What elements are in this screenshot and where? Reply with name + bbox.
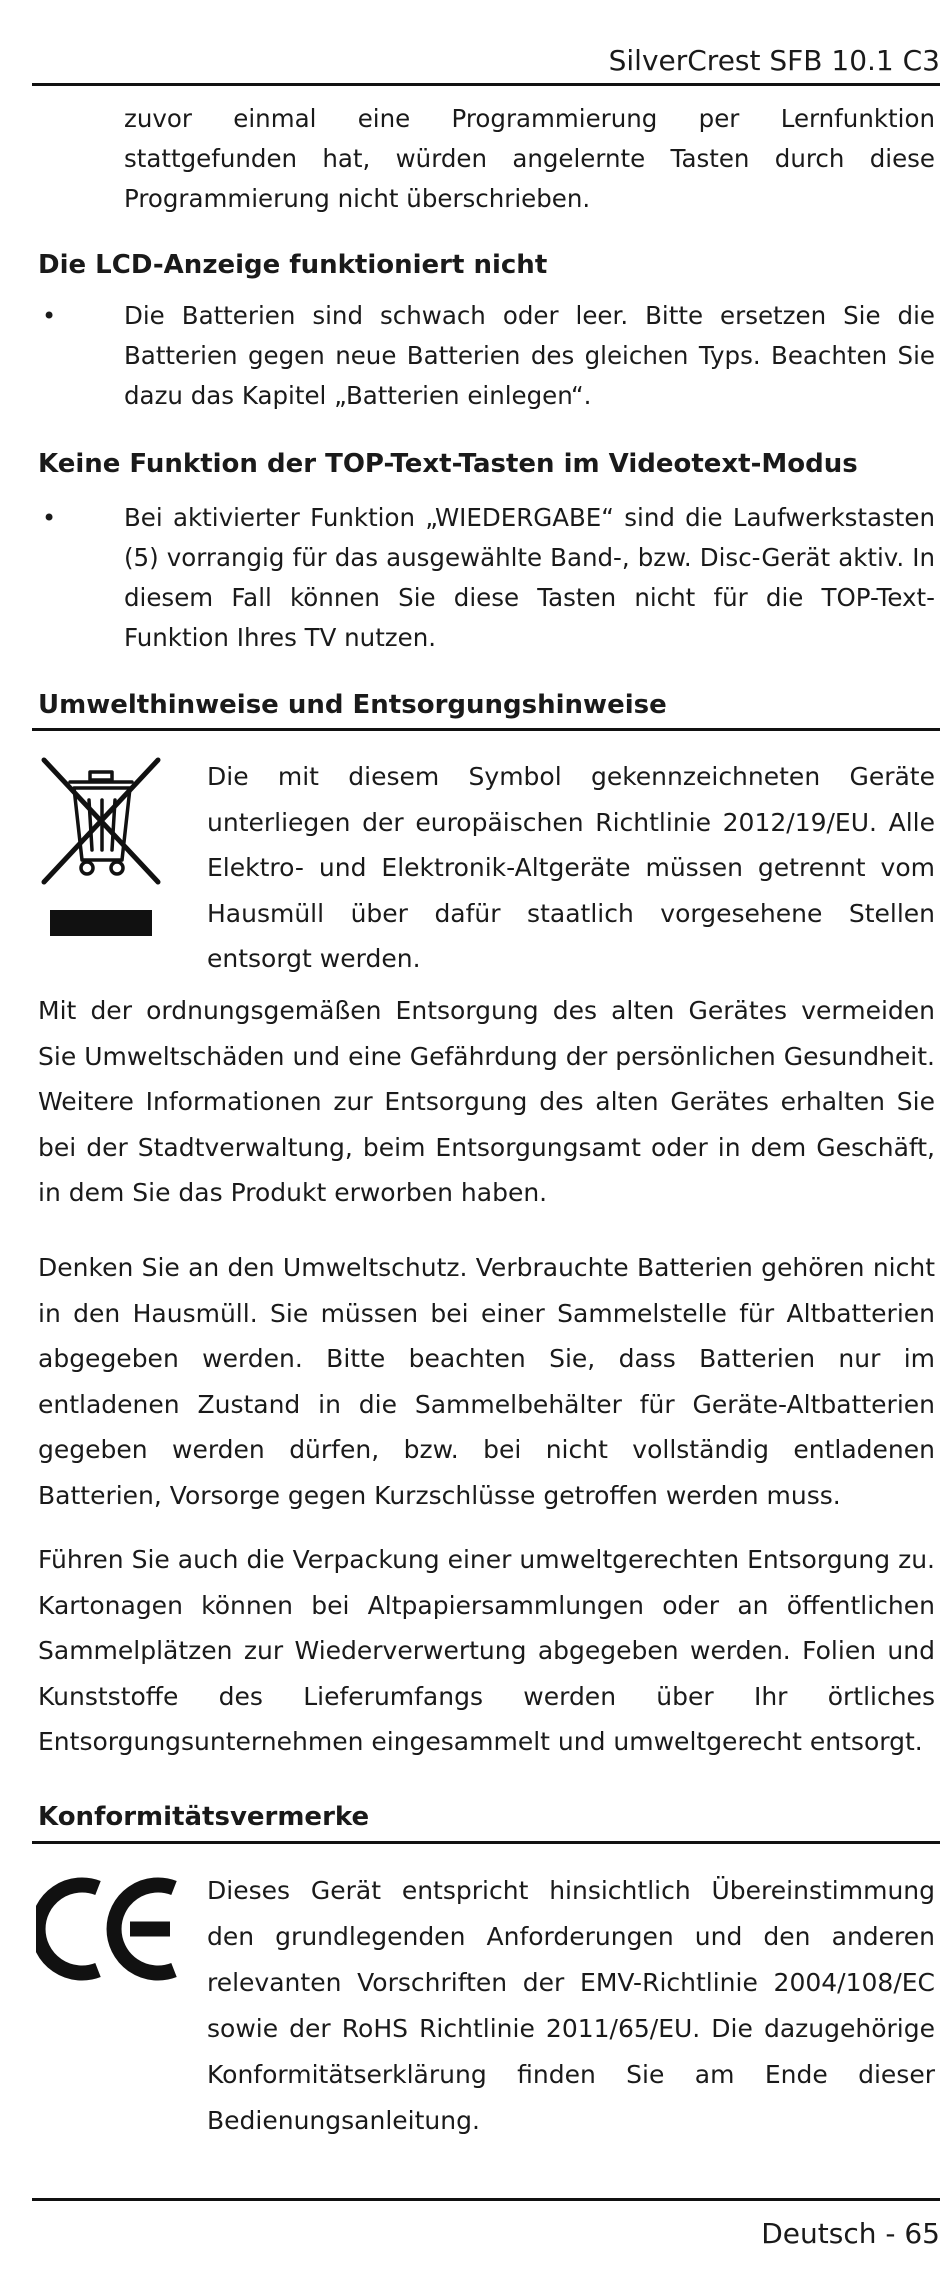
environment-paragraph-2: Denken Sie an den Umweltschutz. Verbrauchte Batterien gehören nicht in den Hausmüll. Sie müssen bei einer Sammelstelle für Altbatterien abgegeben werden. Bitte beachten Sie, dass Batterien nur im entladenen Zustand in die Sammelbehälter für Geräte-Altbatterien gegeben werden dürfen, bzw. bei nicht vollständig entladenen Batterien, Vorsorge gegen Kurzschlüsse getroffen werden muss.	[38, 1253, 935, 1510]
crossed-out-wheelie-bin-icon	[38, 754, 164, 940]
environment-paragraph-1: Mit der ordnungsgemäßen Entsorgung des alten Gerätes vermeiden Sie Umweltschäden und eine Gefährdung der persönlichen Gesundheit. Weitere Informationen zur Entsorgung des alten Gerätes erhalten Sie bei der Stadtverwaltung, beim Entsorgungsamt oder in dem Geschäft, in dem Sie das Produkt erworben haben.	[38, 996, 935, 1207]
environment-heading-rule	[32, 728, 940, 731]
page-footer-label: Deutsch - 65	[761, 2217, 940, 2250]
bullet-text-lcd: Die Batterien sind schwach oder leer. Bitte ersetzen Sie die Batterien gegen neue Batterien des gleichen Typs. Beachten Sie dazu das Kapitel „Batterien einlegen“.	[124, 301, 935, 410]
ce-mark-icon	[36, 1876, 186, 1982]
environment-paragraph-3: Führen Sie auch die Verpackung einer umweltgerechten Entsorgung zu. Kartonagen können bei Altpapiersammlungen oder an öffentlichen Sammelplätzen zur Wiederverwertung abgegeben werden. Folien und Kunststoffe des Lieferumfangs werden über Ihr örtliches Entsorgungsunternehmen eingesammelt und umweltgerecht entsorgt.	[38, 1545, 935, 1756]
conformity-text: Dieses Gerät entspricht hinsichtlich Übereinstimmung den grundlegenden Anforderungen und den anderen relevanten Vorschriften der EMV-Richtlinie 2004/108/EC sowie der RoHS Richtlinie 2011/65/EU. Die dazugehörige Konformitätserklärung finden Sie am Ende dieser Bedienungsanleitung.	[207, 1876, 935, 2135]
heading-lcd: Die LCD-Anzeige funktioniert nicht	[38, 250, 548, 280]
conformity-heading-rule	[32, 1841, 940, 1844]
intro-paragraph: zuvor einmal eine Programmierung per Lernfunktion stattgefunden hat, würden angelernte Tasten durch diese Programmierung nicht überschrieben.	[124, 104, 935, 213]
heading-top-text: Keine Funktion der TOP-Text-Tasten im Videotext-Modus	[38, 449, 858, 479]
bullet-top-text: •	[42, 504, 57, 532]
footer-rule	[32, 2198, 940, 2201]
heading-environment: Umwelthinweise und Entsorgungshinweise	[38, 690, 667, 720]
header-rule	[32, 83, 940, 86]
bullet-text-top-text: Bei aktivierter Funktion „WIEDERGABE“ sind die Laufwerkstasten (5) vorrangig für das ausgewählte Band-, bzw. Disc-Gerät aktiv. In diesem Fall können Sie diese Tasten nicht für die TOP-Text-Funktion Ihres TV nutzen.	[124, 503, 935, 652]
heading-conformity: Konformitätsvermerke	[38, 1802, 370, 1832]
bullet-lcd: •	[42, 302, 57, 330]
page-header-title: SilverCrest SFB 10.1 C3	[608, 44, 940, 77]
weee-symbol-text: Die mit diesem Symbol gekennzeichneten Geräte unterliegen der europäischen Richtlinie 2012/19/EU. Alle Elektro- und Elektronik-Altgeräte müssen getrennt vom Hausmüll über dafür staatlich vorgesehene Stellen entsorgt werden.	[207, 762, 935, 973]
